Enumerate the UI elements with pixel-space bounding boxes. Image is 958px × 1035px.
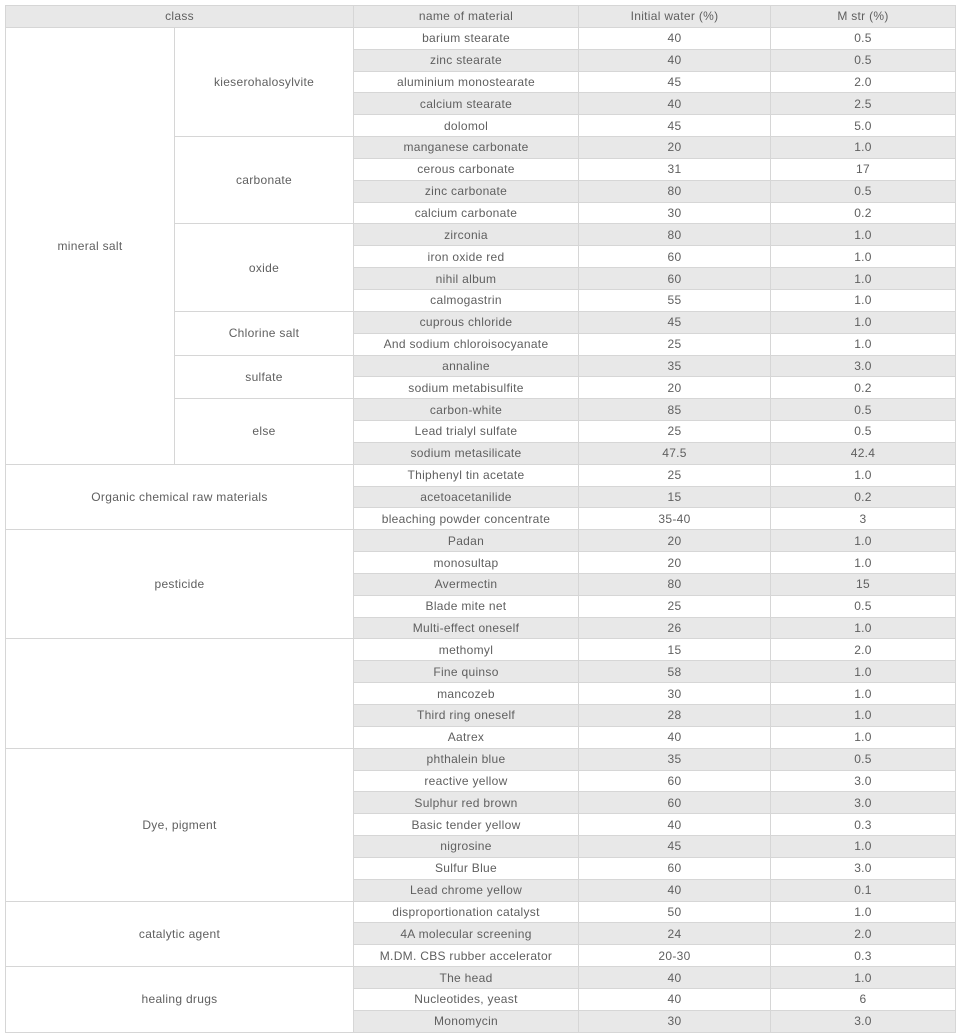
material-name-cell: Sulphur red brown xyxy=(354,792,579,814)
initial-water-cell: 45 xyxy=(579,71,771,93)
m-str-cell: 1.0 xyxy=(771,464,956,486)
subclass-cell: carbonate xyxy=(175,137,354,224)
class-cell: Dye, pigment xyxy=(6,748,354,901)
m-str-cell: 1.0 xyxy=(771,617,956,639)
material-name-cell: reactive yellow xyxy=(354,770,579,792)
material-name-cell: zirconia xyxy=(354,224,579,246)
initial-water-cell: 25 xyxy=(579,333,771,355)
initial-water-cell: 20 xyxy=(579,530,771,552)
initial-water-cell: 85 xyxy=(579,399,771,421)
material-name-cell: Blade mite net xyxy=(354,595,579,617)
initial-water-cell: 25 xyxy=(579,595,771,617)
materials-table xyxy=(5,5,956,1033)
m-str-cell: 0.3 xyxy=(771,945,956,967)
table-row xyxy=(6,27,956,49)
material-name-cell: Padan xyxy=(354,530,579,552)
m-str-cell: 1.0 xyxy=(771,705,956,727)
table-row xyxy=(6,748,956,770)
m-str-cell: 1.0 xyxy=(771,137,956,159)
subclass-cell: else xyxy=(175,399,354,465)
m-str-cell: 0.5 xyxy=(771,180,956,202)
initial-water-cell: 40 xyxy=(579,967,771,989)
m-str-cell: 2.5 xyxy=(771,93,956,115)
initial-water-cell: 40 xyxy=(579,879,771,901)
m-str-cell: 0.2 xyxy=(771,377,956,399)
material-name-cell: M.DM. CBS rubber accelerator xyxy=(354,945,579,967)
material-name-cell: Aatrex xyxy=(354,726,579,748)
m-str-cell: 3.0 xyxy=(771,770,956,792)
material-name-cell: zinc stearate xyxy=(354,49,579,71)
subclass-cell: kieserohalosylvite xyxy=(175,27,354,136)
table-row xyxy=(6,967,956,989)
subclass-cell: sulfate xyxy=(175,355,354,399)
material-name-cell: Avermectin xyxy=(354,573,579,595)
table-row xyxy=(6,530,956,552)
initial-water-cell: 24 xyxy=(579,923,771,945)
initial-water-cell: 40 xyxy=(579,726,771,748)
m-str-cell: 1.0 xyxy=(771,661,956,683)
material-name-cell: monosultap xyxy=(354,552,579,574)
initial-water-cell: 35 xyxy=(579,748,771,770)
initial-water-cell: 15 xyxy=(579,639,771,661)
m-str-cell: 6 xyxy=(771,988,956,1010)
table-body xyxy=(6,27,956,1032)
initial-water-cell: 26 xyxy=(579,617,771,639)
m-str-cell: 0.5 xyxy=(771,27,956,49)
m-str-cell: 3.0 xyxy=(771,1010,956,1032)
initial-water-cell: 20 xyxy=(579,552,771,574)
class-cell: catalytic agent xyxy=(6,901,354,967)
m-str-cell: 3.0 xyxy=(771,857,956,879)
material-name-cell: sodium metabisulfite xyxy=(354,377,579,399)
initial-water-cell: 40 xyxy=(579,988,771,1010)
initial-water-cell: 40 xyxy=(579,27,771,49)
initial-water-cell: 28 xyxy=(579,705,771,727)
initial-water-cell: 30 xyxy=(579,683,771,705)
material-name-cell: mancozeb xyxy=(354,683,579,705)
initial-water-cell: 25 xyxy=(579,464,771,486)
m-str-cell: 15 xyxy=(771,573,956,595)
m-str-cell: 1.0 xyxy=(771,967,956,989)
initial-water-cell: 60 xyxy=(579,268,771,290)
material-name-cell: Nucleotides, yeast xyxy=(354,988,579,1010)
m-str-cell: 0.2 xyxy=(771,202,956,224)
material-name-cell: nigrosine xyxy=(354,836,579,858)
initial-water-cell: 80 xyxy=(579,224,771,246)
table-row xyxy=(6,639,956,661)
m-str-cell: 1.0 xyxy=(771,333,956,355)
material-name-cell: sodium metasilicate xyxy=(354,442,579,464)
material-name-cell: annaline xyxy=(354,355,579,377)
initial-water-cell: 35 xyxy=(579,355,771,377)
m-str-cell: 1.0 xyxy=(771,552,956,574)
header-initial-water: Initial water (%) xyxy=(579,6,771,28)
initial-water-cell: 45 xyxy=(579,311,771,333)
initial-water-cell: 55 xyxy=(579,289,771,311)
class-cell: mineral salt xyxy=(6,27,175,464)
material-name-cell: carbon-white xyxy=(354,399,579,421)
initial-water-cell: 45 xyxy=(579,836,771,858)
m-str-cell: 17 xyxy=(771,158,956,180)
m-str-cell: 0.5 xyxy=(771,748,956,770)
material-name-cell: Third ring oneself xyxy=(354,705,579,727)
m-str-cell: 1.0 xyxy=(771,246,956,268)
material-name-cell: Sulfur Blue xyxy=(354,857,579,879)
material-name-cell: phthalein blue xyxy=(354,748,579,770)
material-name-cell: disproportionation catalyst xyxy=(354,901,579,923)
subclass-cell: Chlorine salt xyxy=(175,311,354,355)
initial-water-cell: 30 xyxy=(579,1010,771,1032)
material-name-cell: calcium stearate xyxy=(354,93,579,115)
initial-water-cell: 60 xyxy=(579,770,771,792)
material-name-cell: Lead chrome yellow xyxy=(354,879,579,901)
table-row xyxy=(6,901,956,923)
material-name-cell: dolomol xyxy=(354,115,579,137)
class-cell xyxy=(6,639,354,748)
material-name-cell: Fine quinso xyxy=(354,661,579,683)
m-str-cell: 3 xyxy=(771,508,956,530)
m-str-cell: 0.1 xyxy=(771,879,956,901)
initial-water-cell: 25 xyxy=(579,421,771,443)
initial-water-cell: 31 xyxy=(579,158,771,180)
initial-water-cell: 40 xyxy=(579,93,771,115)
initial-water-cell: 80 xyxy=(579,180,771,202)
header-row xyxy=(6,6,956,28)
initial-water-cell: 35-40 xyxy=(579,508,771,530)
material-name-cell: methomyl xyxy=(354,639,579,661)
initial-water-cell: 15 xyxy=(579,486,771,508)
initial-water-cell: 20 xyxy=(579,377,771,399)
material-name-cell: barium stearate xyxy=(354,27,579,49)
initial-water-cell: 60 xyxy=(579,792,771,814)
header-class: class xyxy=(6,6,354,28)
initial-water-cell: 40 xyxy=(579,49,771,71)
material-name-cell: Monomycin xyxy=(354,1010,579,1032)
m-str-cell: 2.0 xyxy=(771,639,956,661)
header-name-of-material: name of material xyxy=(354,6,579,28)
material-name-cell: Thiphenyl tin acetate xyxy=(354,464,579,486)
m-str-cell: 2.0 xyxy=(771,71,956,93)
class-cell: Organic chemical raw materials xyxy=(6,464,354,530)
material-name-cell: acetoacetanilide xyxy=(354,486,579,508)
material-name-cell: The head xyxy=(354,967,579,989)
class-cell: pesticide xyxy=(6,530,354,639)
initial-water-cell: 20-30 xyxy=(579,945,771,967)
m-str-cell: 1.0 xyxy=(771,683,956,705)
table-row xyxy=(6,464,956,486)
subclass-cell: oxide xyxy=(175,224,354,311)
material-name-cell: bleaching powder concentrate xyxy=(354,508,579,530)
m-str-cell: 0.5 xyxy=(771,421,956,443)
initial-water-cell: 80 xyxy=(579,573,771,595)
material-name-cell: Lead trialyl sulfate xyxy=(354,421,579,443)
initial-water-cell: 47.5 xyxy=(579,442,771,464)
m-str-cell: 0.3 xyxy=(771,814,956,836)
material-name-cell: zinc carbonate xyxy=(354,180,579,202)
material-name-cell: 4A molecular screening xyxy=(354,923,579,945)
m-str-cell: 3.0 xyxy=(771,355,956,377)
material-name-cell: cuprous chloride xyxy=(354,311,579,333)
class-cell: healing drugs xyxy=(6,967,354,1033)
m-str-cell: 5.0 xyxy=(771,115,956,137)
m-str-cell: 0.2 xyxy=(771,486,956,508)
initial-water-cell: 60 xyxy=(579,857,771,879)
m-str-cell: 1.0 xyxy=(771,268,956,290)
initial-water-cell: 40 xyxy=(579,814,771,836)
initial-water-cell: 60 xyxy=(579,246,771,268)
material-name-cell: And sodium chloroisocyanate xyxy=(354,333,579,355)
initial-water-cell: 45 xyxy=(579,115,771,137)
material-name-cell: calcium carbonate xyxy=(354,202,579,224)
initial-water-cell: 30 xyxy=(579,202,771,224)
m-str-cell: 1.0 xyxy=(771,289,956,311)
m-str-cell: 1.0 xyxy=(771,311,956,333)
m-str-cell: 1.0 xyxy=(771,901,956,923)
material-name-cell: cerous carbonate xyxy=(354,158,579,180)
m-str-cell: 1.0 xyxy=(771,726,956,748)
m-str-cell: 1.0 xyxy=(771,836,956,858)
m-str-cell: 42.4 xyxy=(771,442,956,464)
initial-water-cell: 50 xyxy=(579,901,771,923)
material-name-cell: calmogastrin xyxy=(354,289,579,311)
initial-water-cell: 58 xyxy=(579,661,771,683)
material-name-cell: manganese carbonate xyxy=(354,137,579,159)
material-name-cell: Basic tender yellow xyxy=(354,814,579,836)
m-str-cell: 0.5 xyxy=(771,49,956,71)
material-name-cell: iron oxide red xyxy=(354,246,579,268)
m-str-cell: 1.0 xyxy=(771,530,956,552)
m-str-cell: 0.5 xyxy=(771,399,956,421)
m-str-cell: 3.0 xyxy=(771,792,956,814)
header-m-str: M str (%) xyxy=(771,6,956,28)
initial-water-cell: 20 xyxy=(579,137,771,159)
m-str-cell: 2.0 xyxy=(771,923,956,945)
material-name-cell: nihil album xyxy=(354,268,579,290)
material-name-cell: aluminium monostearate xyxy=(354,71,579,93)
m-str-cell: 1.0 xyxy=(771,224,956,246)
material-name-cell: Multi-effect oneself xyxy=(354,617,579,639)
m-str-cell: 0.5 xyxy=(771,595,956,617)
